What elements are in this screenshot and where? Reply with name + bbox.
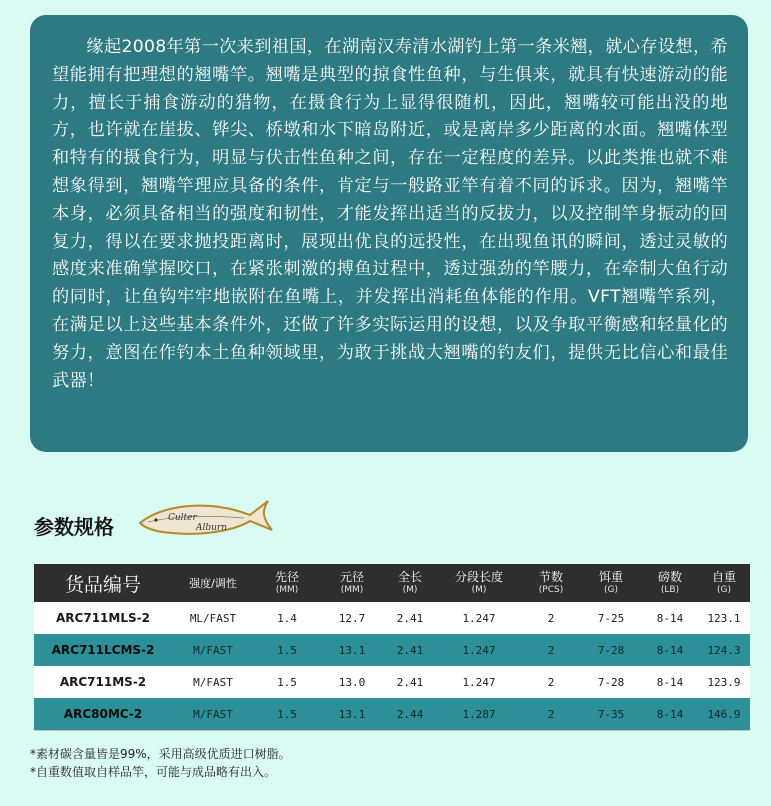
spec-table (34, 564, 750, 731)
cell-tip-diameter: 1.5 (254, 666, 320, 698)
cell-pieces: 2 (522, 666, 580, 698)
header-butt-diameter (320, 564, 384, 602)
header-label: 分段长度 (454, 570, 503, 584)
cell-butt-diameter: 13.1 (320, 698, 384, 731)
header-unit: (MM) (340, 585, 364, 595)
header-label: 全长 (397, 570, 422, 584)
notes (30, 745, 291, 781)
header-total-length (384, 564, 436, 602)
header-pieces (522, 564, 580, 602)
cell-butt-diameter: 13.0 (320, 666, 384, 698)
cell-power-action: M/FAST (172, 698, 254, 731)
note-weight: *自重数值取自样品竿，可能与成品略有出入。 (30, 765, 277, 779)
cell-tip-diameter: 1.5 (254, 634, 320, 666)
fish-logo-icon (134, 490, 276, 542)
specs-title: 参数规格 (34, 515, 114, 539)
cell-lure-weight: 7-28 (580, 666, 642, 698)
cell-total-length: 2.41 (384, 602, 436, 634)
cell-section-length: 1.287 (436, 698, 522, 731)
cell-total-length: 2.44 (384, 698, 436, 731)
header-lure-weight (580, 564, 642, 602)
header-unit: (LB) (660, 585, 680, 595)
header-unit: (G) (604, 585, 618, 595)
cell-line-weight: 8-14 (642, 666, 698, 698)
table-row (34, 634, 750, 666)
header-label: 节数 (538, 570, 563, 584)
cell-pieces: 2 (522, 698, 580, 731)
header-label: 磅数 (657, 570, 682, 584)
header-unit: (G) (717, 585, 731, 595)
cell-butt-diameter: 12.7 (320, 602, 384, 634)
header-model: 货品编号 (34, 564, 172, 602)
header-unit: (PCS) (538, 585, 564, 595)
table-row (34, 698, 750, 731)
header-unit: (M) (402, 585, 418, 595)
header-line-weight (642, 564, 698, 602)
header-section-length (436, 564, 522, 602)
cell-rod-weight: 124.3 (698, 634, 750, 666)
cell-model: ARC711MS-2 (34, 666, 172, 698)
header-label: 自重 (711, 570, 736, 584)
header-rod-weight (698, 564, 750, 602)
intro-text: 缘起2008年第一次来到祖国，在湖南汉寿清水湖钓上第一条米翘，就心存设想，希望能拥有把理想的翘嘴竿。翘嘴是典型的掠食性鱼种，与生俱来，就具有快速游动的能力，擅长于捕食游动的猎物，在摄食行为上显得很随机，因此，翘嘴较可能出没的地方，也许就在崖拔、铧尖、桥墩和水下暗岛附近，或是离岸多少距离的水面。翘嘴体型和特有的摄食行为，明显与伏击性鱼种之间，存在一定程度的差异。以此类推也就不难想象得到，翘嘴竿理应具备的条件，肯定与一般路亚竿有着不同的诉求。因为，翘嘴竿本身，必须具备相当的强度和韧性，才能发挥出适当的反拔力，以及控制竿身振动的回复力，得以在要求抛投距离时，展现出优良的远投性，在出现鱼讯的瞬间，透过灵敏的感度来准确掌握咬口，在紧张刺激的搏鱼过程中，透过强劲的竿腰力，在牵制大鱼行动的同时，让鱼钩牢牢地嵌附在鱼嘴上，并发挥出消耗鱼体能的作用。VFT翘嘴竿系列，在满足以上这些基本条件外，还做了许多实际运用的设想，以及争取平衡感和轻量化的努力，意图在作钓本土鱼种领域里，为敢于挑战大翘嘴的钓友们，提供无比信心和最佳武器！ (52, 37, 728, 391)
cell-pieces: 2 (522, 634, 580, 666)
cell-total-length: 2.41 (384, 634, 436, 666)
spec-header-row (34, 564, 750, 602)
table-row (34, 666, 750, 698)
logo-text-2: Alburn (196, 523, 228, 533)
cell-line-weight: 8-14 (642, 698, 698, 731)
table-row (34, 602, 750, 634)
cell-lure-weight: 7-35 (580, 698, 642, 731)
cell-butt-diameter: 13.1 (320, 634, 384, 666)
cell-total-length: 2.41 (384, 666, 436, 698)
header-unit: (MM) (275, 585, 299, 595)
cell-rod-weight: 123.1 (698, 602, 750, 634)
cell-line-weight: 8-14 (642, 634, 698, 666)
cell-power-action: M/FAST (172, 634, 254, 666)
cell-tip-diameter: 1.4 (254, 602, 320, 634)
cell-pieces: 2 (522, 602, 580, 634)
header-power-action: 强度/调性 (172, 564, 254, 602)
cell-line-weight: 8-14 (642, 602, 698, 634)
note-carbon: *素材碳含量皆是99%，采用高级优质进口树脂。 (30, 747, 291, 761)
intro-panel (30, 15, 748, 452)
cell-model: ARC711LCMS-2 (34, 634, 172, 666)
cell-rod-weight: 123.9 (698, 666, 750, 698)
cell-model: ARC80MC-2 (34, 698, 172, 731)
cell-section-length: 1.247 (436, 666, 522, 698)
cell-rod-weight: 146.9 (698, 698, 750, 731)
header-label: 饵重 (598, 570, 623, 584)
cell-lure-weight: 7-28 (580, 634, 642, 666)
header-label: 先径 (274, 570, 299, 584)
cell-section-length: 1.247 (436, 634, 522, 666)
cell-tip-diameter: 1.5 (254, 698, 320, 731)
cell-section-length: 1.247 (436, 602, 522, 634)
cell-power-action: M/FAST (172, 666, 254, 698)
header-label: 元径 (339, 570, 364, 584)
cell-lure-weight: 7-25 (580, 602, 642, 634)
cell-power-action: ML/FAST (172, 602, 254, 634)
header-unit: (M) (471, 585, 487, 595)
cell-model: ARC711MLS-2 (34, 602, 172, 634)
header-tip-diameter (254, 564, 320, 602)
logo-text-1: Culter (168, 513, 197, 523)
